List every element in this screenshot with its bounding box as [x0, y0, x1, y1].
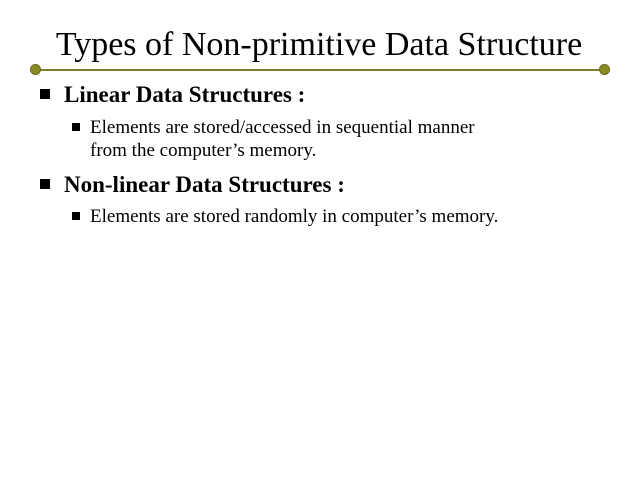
nonlinear-heading: Non-linear Data Structures :	[64, 172, 345, 197]
list-item-linear	[40, 81, 305, 109]
sub-item-nonlinear	[72, 205, 612, 228]
title-divider	[30, 63, 610, 77]
square-bullet-icon	[40, 89, 50, 99]
linear-detail-line1: Elements are stored/accessed in sequential manner	[90, 117, 475, 138]
divider-right-dot	[599, 64, 610, 75]
sub-item-linear	[72, 116, 602, 162]
small-square-bullet-icon	[72, 212, 80, 220]
square-bullet-icon	[40, 179, 50, 189]
list-item-nonlinear	[40, 171, 345, 199]
divider-left-dot	[30, 64, 41, 75]
linear-detail-line2: from the computer’s memory.	[90, 140, 317, 161]
small-square-bullet-icon	[72, 123, 80, 131]
linear-heading: Linear Data Structures :	[64, 82, 306, 107]
nonlinear-detail-line1: Elements are stored randomly in computer’s memory.	[90, 206, 499, 227]
divider-line	[34, 69, 606, 71]
slide-title: Types of Non-primitive Data Structure	[55, 26, 583, 63]
